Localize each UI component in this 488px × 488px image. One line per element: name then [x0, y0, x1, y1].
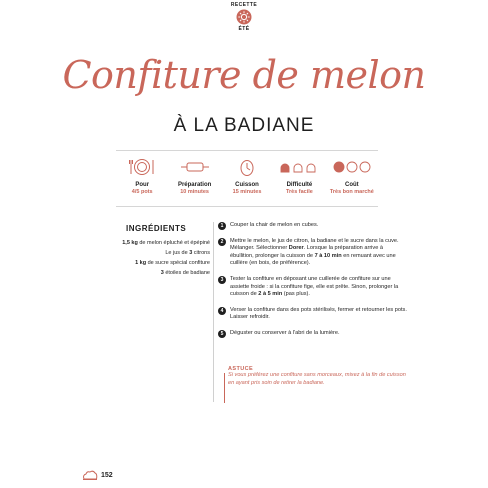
rolling-pin-icon: [180, 160, 210, 174]
info-cook: [221, 156, 273, 200]
info-servings-value: 4/5 pots: [131, 189, 153, 195]
info-prep-value: 10 minutes: [180, 189, 209, 195]
season-badge: [228, 2, 260, 40]
recipe-title: Confiture de melon: [62, 53, 426, 97]
info-difficulty-value: Très facile: [285, 189, 313, 195]
steps-list: [218, 222, 408, 346]
tip-accent-bar: [224, 373, 225, 403]
ingredient-item: 1,5 kg de melon épluché et épépiné: [122, 240, 210, 246]
step-number: 1: [218, 222, 226, 230]
info-bottom-rule: [116, 206, 378, 207]
step-text: Verser la confiture dans des pots stérilisés, fermer et retourner les pots. Laisser refroidir.: [230, 306, 407, 321]
page-number: 152: [101, 472, 113, 479]
step-text: Couper la chair de melon en cubes.: [230, 222, 319, 228]
step-number: 3: [218, 276, 226, 284]
recipe-subtitle: À LA BADIANE: [173, 115, 315, 136]
recipe-info-bar: [116, 156, 378, 200]
step-number: 2: [218, 238, 226, 246]
ingredient-item: 3 étoiles de badiane: [160, 270, 210, 276]
step-number: 5: [218, 330, 226, 338]
badge-bottom-label: ÉTÉ: [238, 26, 250, 32]
info-prep: [168, 156, 220, 200]
ingredients-section: [118, 224, 210, 279]
step-number: 4: [218, 307, 226, 315]
coins-icon: [332, 160, 372, 174]
column-divider: [213, 222, 214, 402]
cooker-icon: [82, 470, 98, 481]
info-difficulty-label: Difficulté: [286, 182, 313, 188]
info-prep-label: Préparation: [177, 182, 212, 188]
step-text: Déguster ou conserver à l'abri de la lumière.: [230, 329, 340, 336]
chef-hat-icon: [279, 160, 319, 174]
plate-icon: [128, 158, 156, 176]
page-footer: [82, 470, 113, 481]
step-item: [218, 307, 408, 322]
info-cook-value: 15 minutes: [232, 189, 262, 195]
egg-timer-icon: [239, 157, 255, 177]
info-cost-label: Coût: [344, 182, 359, 188]
tip-text: Si vous préférez une confiture sans morceaux, mixez à la fin de cuisson en ayant pris soin de retirer la badiane.: [228, 372, 406, 386]
step-item: [218, 330, 408, 338]
info-cost: [326, 156, 378, 200]
tip-box: [228, 366, 408, 387]
info-difficulty: [273, 156, 325, 200]
tip-heading: ASTUCE: [228, 366, 254, 372]
info-cost-value: Très bon marché: [329, 189, 374, 195]
step-item: 2 Mettre le melon, le jus de citron, la badiane et le sucre dans la cuve. Mélanger. Sélectionner Dorer. Lorsque la préparation arrive à ébullition, prolonger la cuisson de 7 à 10 min en remuant avec une cuillère (en bois, de préférence).: [218, 238, 408, 268]
ingredient-item: 1 kg de sucre spécial confiture: [135, 260, 210, 266]
info-top-rule: [116, 150, 378, 151]
step-item: [218, 222, 408, 230]
badge-top-label: RECETTE: [230, 2, 258, 8]
ingredient-item: Le jus de 3 citrons: [165, 250, 210, 256]
sun-icon: [235, 8, 253, 26]
info-servings-label: Pour: [135, 182, 150, 188]
step-item: 3 Tester la confiture en déposant une cuillerée de confiture sur une assiette froide : si la confiture fige, elle est prête. Sinon, prolonger la cuisson de 2 à 5 min (pas plus).: [218, 276, 408, 299]
info-cook-label: Cuisson: [235, 182, 259, 188]
ingredients-heading: INGRÉDIENTS: [126, 224, 187, 233]
info-servings: [116, 156, 168, 200]
